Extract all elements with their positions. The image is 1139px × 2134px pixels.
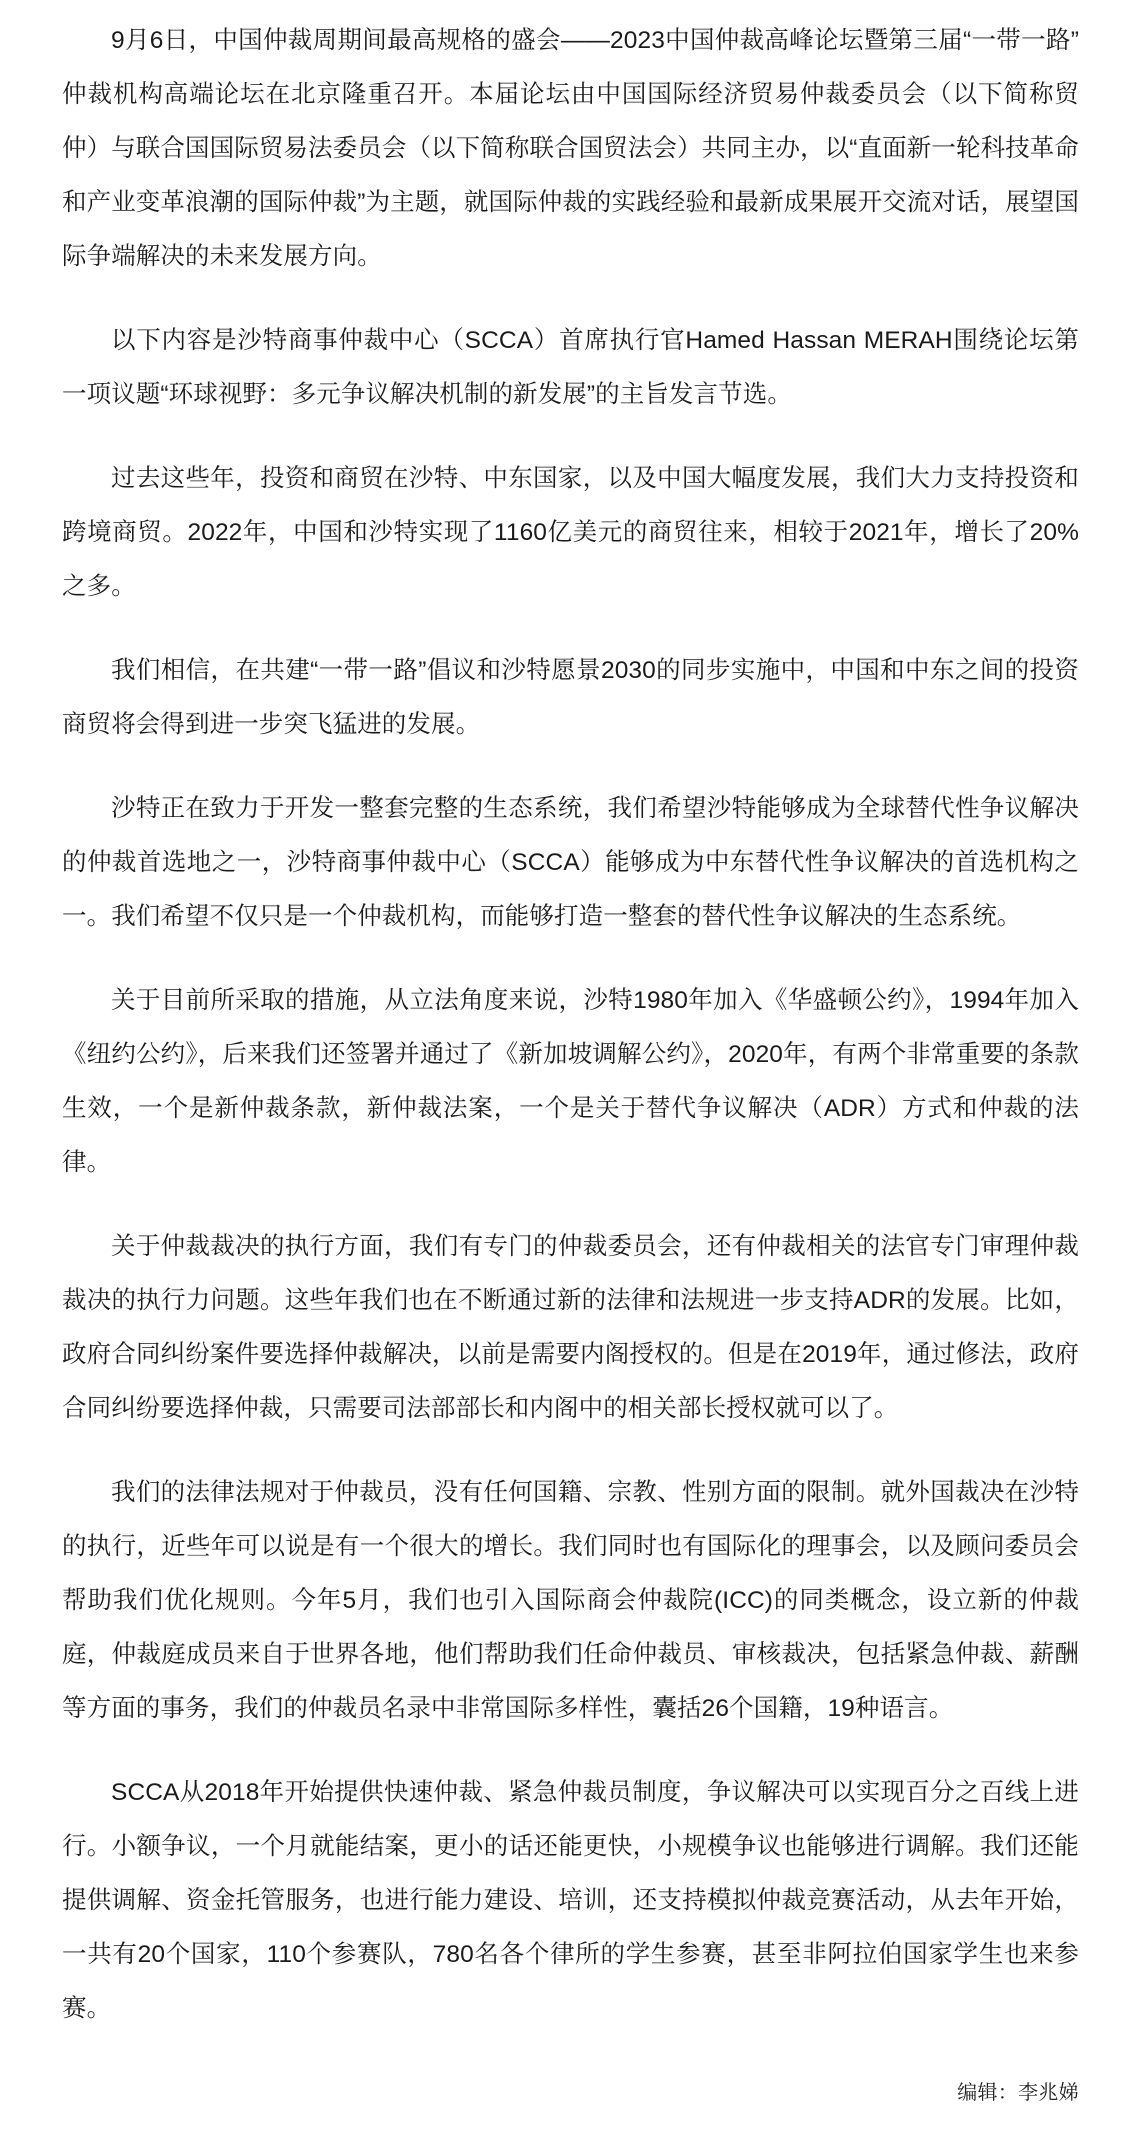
article-paragraph: 我们的法律法规对于仲裁员，没有任何国籍、宗教、性别方面的限制。就外国裁决在沙特的执行，近些年可以说是有一个很大的增长。我们同时也有国际化的理事会，以及顾问委员会帮助我们优化规则。今年5月，我们也引入国际商会仲裁院(ICC)的同类概念，设立新的仲裁庭，仲裁庭成员来自于世界各地，他们帮助我们任命仲裁员、审核裁决，包括紧急仲裁、薪酬等方面的事务，我们的仲裁员名录中非常国际多样性，囊括26个国籍，19种语言。 bbox=[62, 1479, 1079, 1722]
article-paragraph: 关于仲裁裁决的执行方面，我们有专门的仲裁委员会，还有仲裁相关的法官专门审理仲裁裁决的执行力问题。这些年我们也在不断通过新的法律和法规进一步支持ADR的发展。比如，政府合同纠纷案件要选择仲裁解决，以前是需要内阁授权的。但是在2019年，通过修法，政府合同纠纷要选择仲裁，只需要司法部部长和内阁中的相关部长授权就可以了。 bbox=[62, 1233, 1079, 1422]
article-paragraph: 沙特正在致力于开发一整套完整的生态系统，我们希望沙特能够成为全球替代性争议解决的仲裁首选地之一，沙特商事仲裁中心（SCCA）能够成为中东替代性争议解决的首选机构之一。我们希望不仅只是一个仲裁机构，而能够打造一整套的替代性争议解决的生态系统。 bbox=[62, 795, 1079, 930]
article-paragraph: 关于目前所采取的措施，从立法角度来说，沙特1980年加入《华盛顿公约》，1994年加入《纽约公约》，后来我们还签署并通过了《新加坡调解公约》，2020年，有两个非常重要的条款生效，一个是新仲裁条款，新仲裁法案，一个是关于替代争议解决（ADR）方式和仲裁的法律。 bbox=[62, 987, 1079, 1176]
article-paragraph: 9月6日，中国仲裁周期间最高规格的盛会——2023中国仲裁高峰论坛暨第三届“一带一路”仲裁机构高端论坛在北京隆重召开。本届论坛由中国国际经济贸易仲裁委员会（以下简称贸仲）与联合国国际贸易法委员会（以下简称联合国贸法会）共同主办，以“直面新一轮科技革命和产业变革浪潮的国际仲裁”为主题，就国际仲裁的实践经验和最新成果展开交流对话，展望国际争端解决的未来发展方向。 bbox=[62, 27, 1079, 270]
article-paragraph: 我们相信，在共建“一带一路”倡议和沙特愿景2030的同步实施中，中国和中东之间的投资商贸将会得到进一步突飞猛进的发展。 bbox=[62, 657, 1079, 738]
editor-credit: 编辑：李兆娣 bbox=[957, 2082, 1079, 2104]
article-paragraph: 以下内容是沙特商事仲裁中心（SCCA）首席执行官Hamed Hassan MERAH围绕论坛第一项议题“环球视野：多元争议解决机制的新发展”的主旨发言节选。 bbox=[62, 327, 1079, 408]
article-footer bbox=[62, 2078, 1079, 2114]
article-body bbox=[62, 14, 1079, 2036]
article-paragraph: SCCA从2018年开始提供快速仲裁、紧急仲裁员制度，争议解决可以实现百分之百线上进行。小额争议，一个月就能结案，更小的话还能更快，小规模争议也能够进行调解。我们还能提供调解、资金托管服务，也进行能力建设、培训，还支持模拟仲裁竞赛活动，从去年开始，一共有20个国家，110个参赛队，780名各个律所的学生参赛，甚至非阿拉伯国家学生也来参赛。 bbox=[62, 1779, 1079, 2022]
article-paragraph: 过去这些年，投资和商贸在沙特、中东国家，以及中国大幅度发展，我们大力支持投资和跨境商贸。2022年，中国和沙特实现了1160亿美元的商贸往来，相较于2021年，增长了20%之多。 bbox=[62, 465, 1079, 600]
